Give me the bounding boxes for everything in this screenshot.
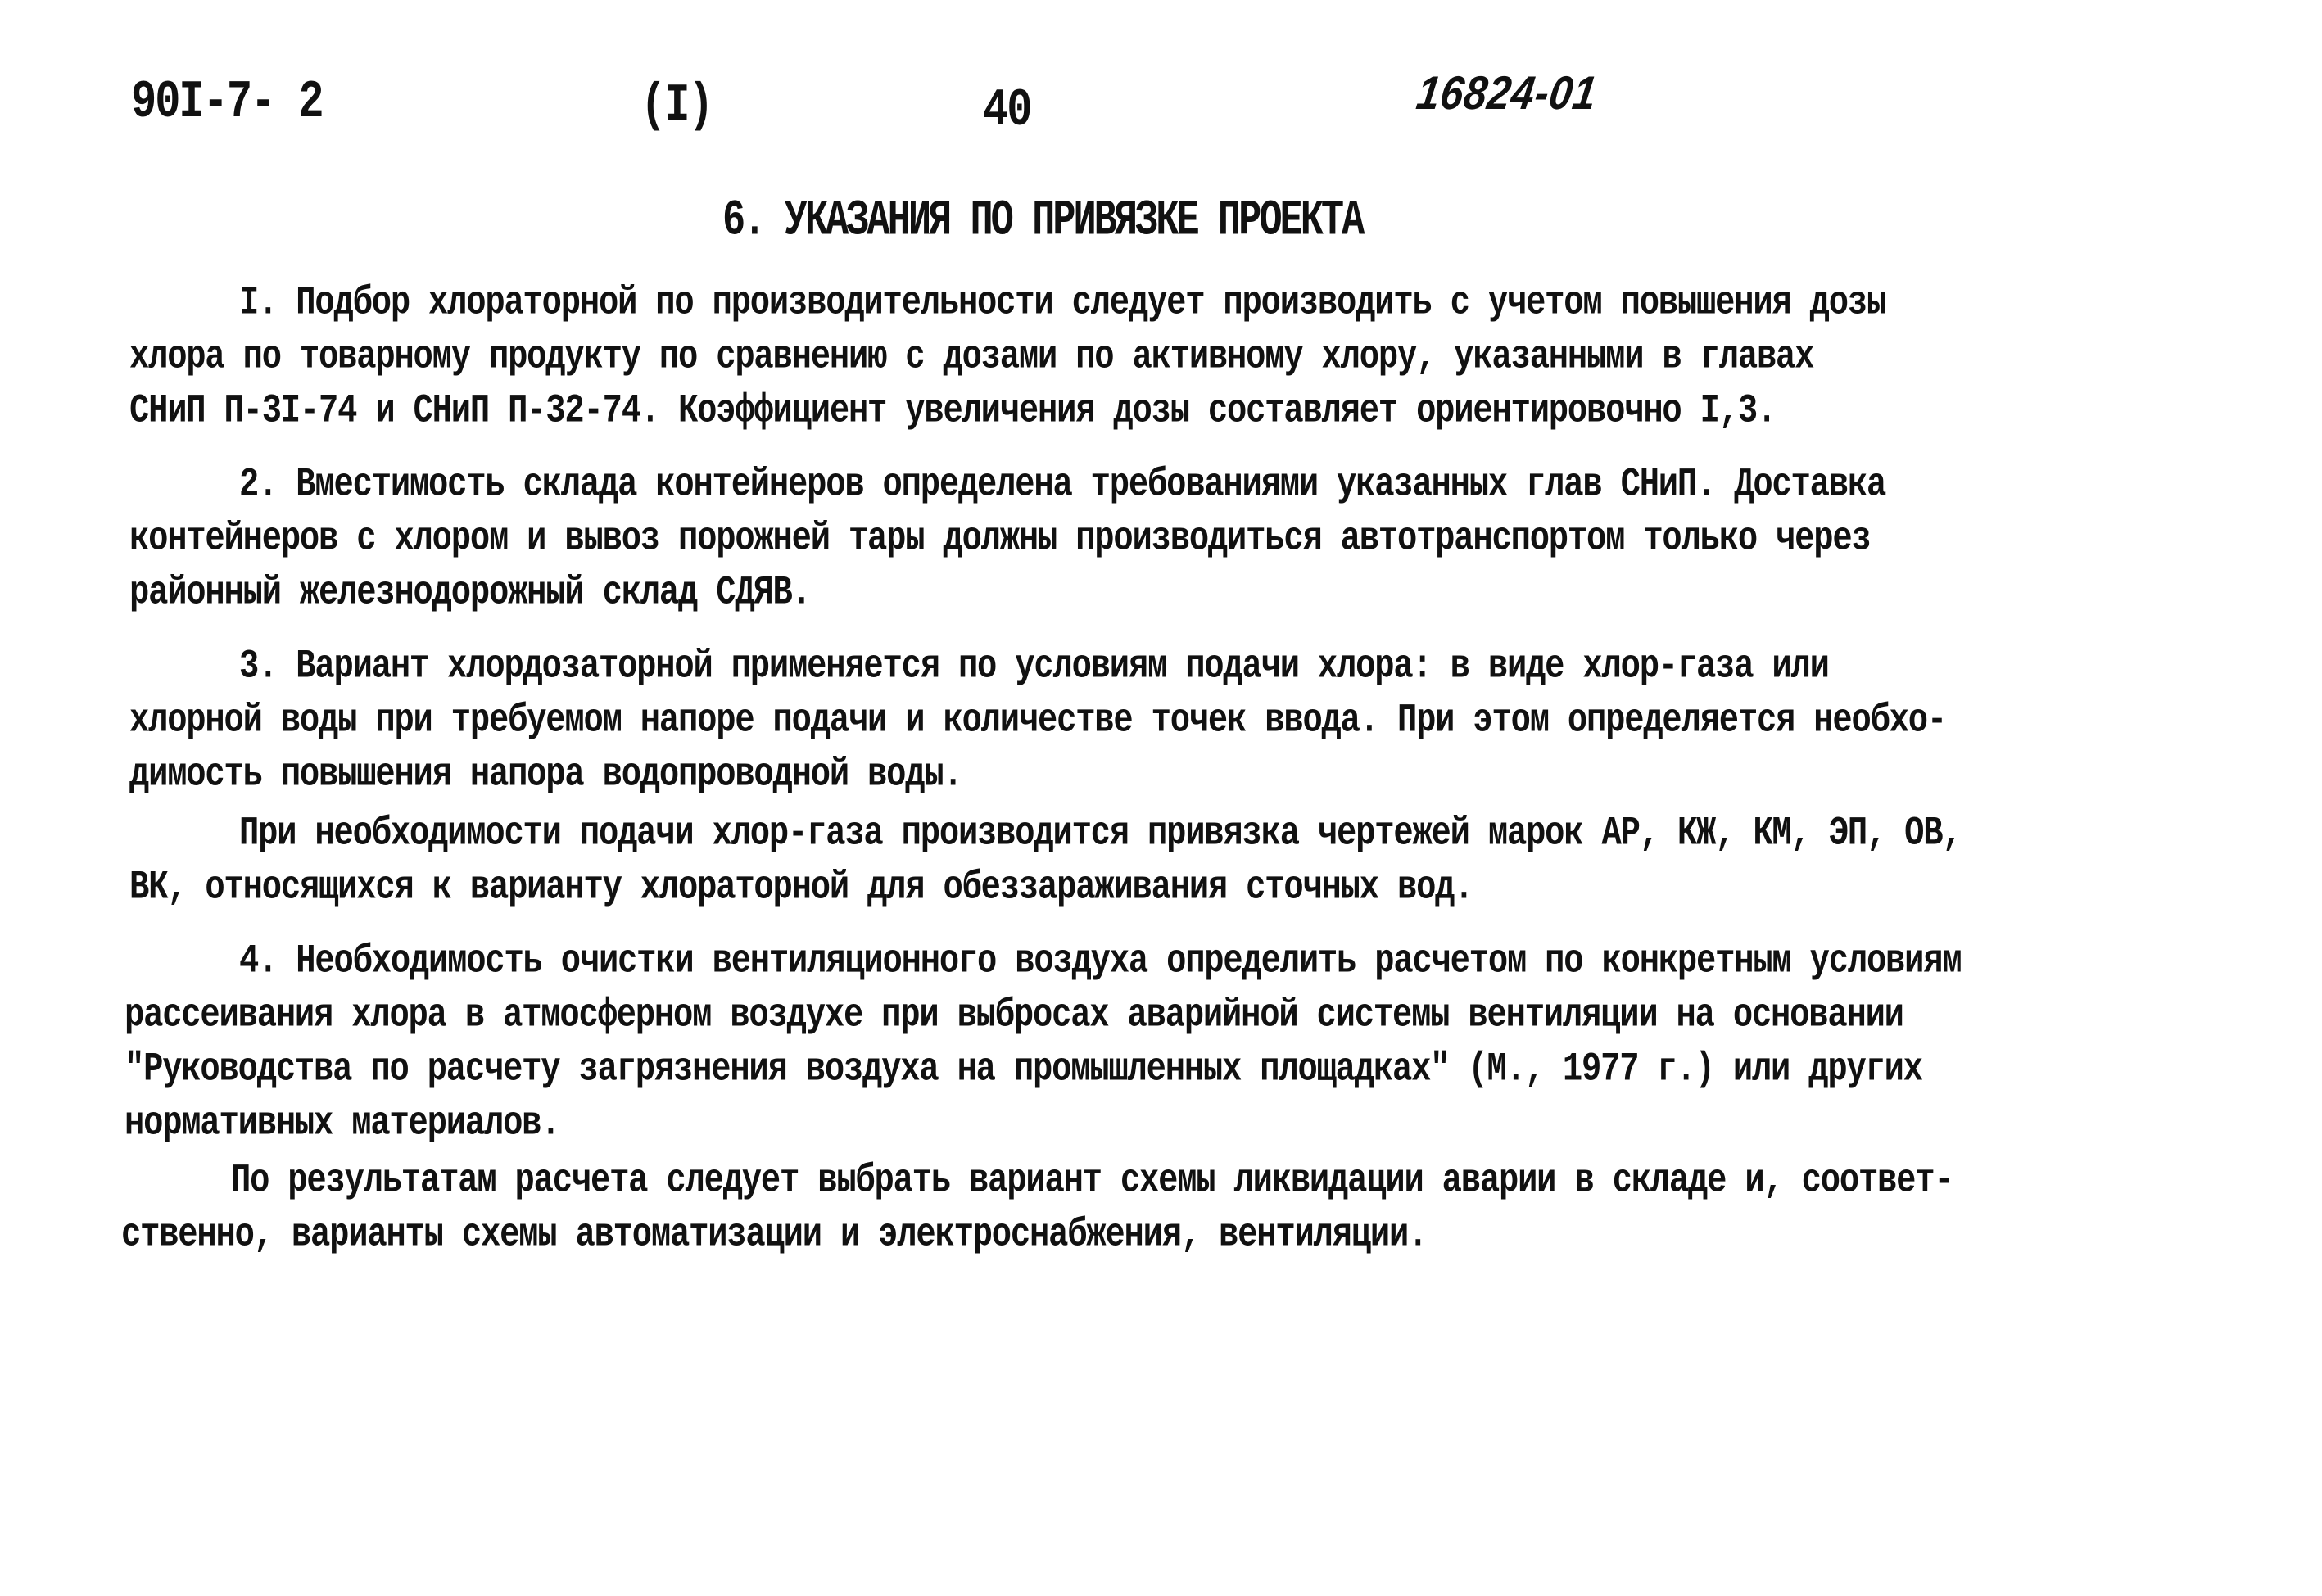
text-line: хлорной воды при требуемом напоре подачи и количестве точек ввода. При этом определяется необхо-	[129, 698, 1946, 744]
text-line: нормативных материалов.	[124, 1101, 560, 1147]
inventory-number: 16824-01	[1413, 66, 1601, 120]
text-line: контейнеров с хлором и вывоз порожней тары должны производиться автотранспортом только через	[129, 516, 1871, 563]
text-line: СНиП П-3I-74 и СНиП П-32-74. Коэффициент увеличения дозы составляет ориентировочно I,3.	[129, 388, 1777, 435]
text-line: I. Подбор хлораторной по производительности следует производить с учетом повышения дозы	[239, 280, 1886, 327]
document-code: 90I-7- 2	[131, 72, 323, 133]
part-number: (I)	[640, 75, 713, 136]
text-line: рассеивания хлора в атмосферном воздухе при выбросах аварийной системы вентиляции на основании	[124, 992, 1903, 1039]
page-number: 40	[983, 80, 1031, 141]
section-title: 6. УКАЗАНИЯ ПО ПРИВЯЗКЕ ПРОЕКТА	[722, 193, 1363, 250]
text-line: хлора по товарному продукту по сравнению с дозами по активному хлору, указанными в главах	[129, 334, 1814, 381]
text-line: ВК, относящихся к варианту хлораторной для обеззараживания сточных вод.	[129, 865, 1473, 911]
text-line: районный железнодорожный склад СДЯВ.	[129, 570, 811, 617]
text-line: ственно, варианты схемы автоматизации и электроснабжения, вентиляции.	[121, 1212, 1428, 1259]
text-line: По результатам расчета следует выбрать вариант схемы ликвидации аварии в складе и, соответ-	[231, 1158, 1953, 1205]
text-line: 3. Вариант хлордозаторной применяется по условиям подачи хлора: в виде хлор-газа или	[239, 644, 1829, 690]
text-line: "Руководства по расчету загрязнения воздуха на промышленных площадках" (М., 1977 г.) или других	[124, 1047, 1922, 1093]
text-line: димость повышения напора водопроводной воды.	[129, 752, 962, 798]
text-line: 2. Вместимость склада контейнеров определена требованиями указанных глав СНиП. Доставка	[239, 462, 1886, 509]
text-line: 4. Необходимость очистки вентиляционного воздуха определить расчетом по конкретным условиям	[239, 938, 1962, 985]
text-line: При необходимости подачи хлор-газа производится привязка чертежей марок АР, КЖ, КМ, ЭП, ОВ,	[239, 811, 1962, 857]
